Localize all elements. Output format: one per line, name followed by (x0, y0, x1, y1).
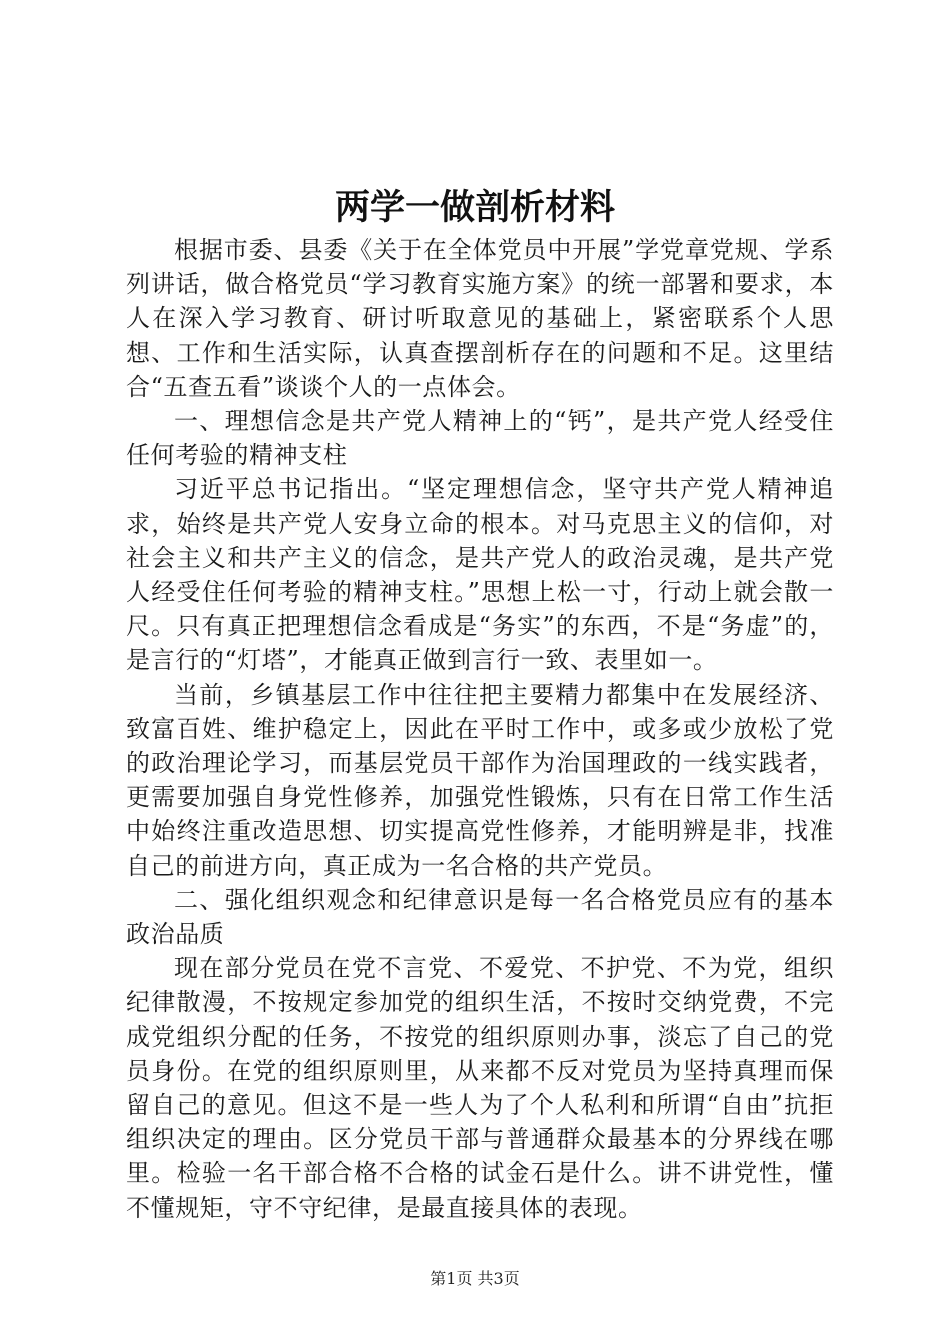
section-heading-2: 二、强化组织观念和纪律意识是每一名合格党员应有的基本政治品质 (126, 885, 834, 949)
document-body (126, 233, 834, 1225)
body-paragraph: 当前，乡镇基层工作中往往把主要精力都集中在发展经济、致富百姓、维护稳定上，因此在平时工作中，或多或少放松了党的政治理论学习，而基层党员干部作为治国理政的一线实践者，更需要加强自身党性修养，加强党性锻炼，只有在日常工作生活中始终注重改造思想、切实提高党性修养，才能明辨是非，找准自己的前进方向，真正成为一名合格的共产党员。 (126, 680, 834, 880)
document-title: 两学一做剖析材料 (334, 187, 615, 228)
section-heading-1: 一、理想信念是共产党人精神上的“钙”，是共产党人经受住任何考验的精神支柱 (126, 407, 834, 470)
body-paragraph: 现在部分党员在党不言党、不爱党、不护党、不为党，组织纪律散漫，不按规定参加党的组织生活，不按时交纳党费，不完成党组织分配的任务，不按党的组织原则办事，淡忘了自己的党员身份。在党的组织原则里，从来都不反对党员为坚持真理而保留自己的意见。但这不是一些人为了个人私利和所谓“自由”抗拒组织决定的理由。区分党员干部与普通群众最基本的分界线在哪里。检验一名干部合格不合格的试金石是什么。讲不讲党性，懂不懂规矩，守不守纪律，是最直接具体的表现。 (126, 954, 834, 1222)
intro-paragraph: 根据市委、县委《关于在全体党员中开展”学党章党规、学系列讲话，做合格党员“学习教育实施方案》的统一部署和要求，本人在深入学习教育、研讨听取意见的基础上，紧密联系个人思想、工作和生活实际，认真查摆剖析存在的问题和不足。这里结合“五查五看”谈谈个人的一点体会。 (126, 236, 834, 401)
body-paragraph: 习近平总书记指出。“坚定理想信念，坚守共产党人精神追求，始终是共产党人安身立命的根本。对马克思主义的信仰，对社会主义和共产主义的信念，是共产党人的政治灵魂，是共产党人经受住任何考验的精神支柱。”思想上松一寸，行动上就会散一尺。只有真正把理想信念看成是“务实”的东西，不是“务虚”的，是言行的“灯塔”，才能真正做到言行一致、表里如一。 (126, 475, 834, 675)
page-number-footer: 第1页 共3页 (430, 1269, 520, 1288)
